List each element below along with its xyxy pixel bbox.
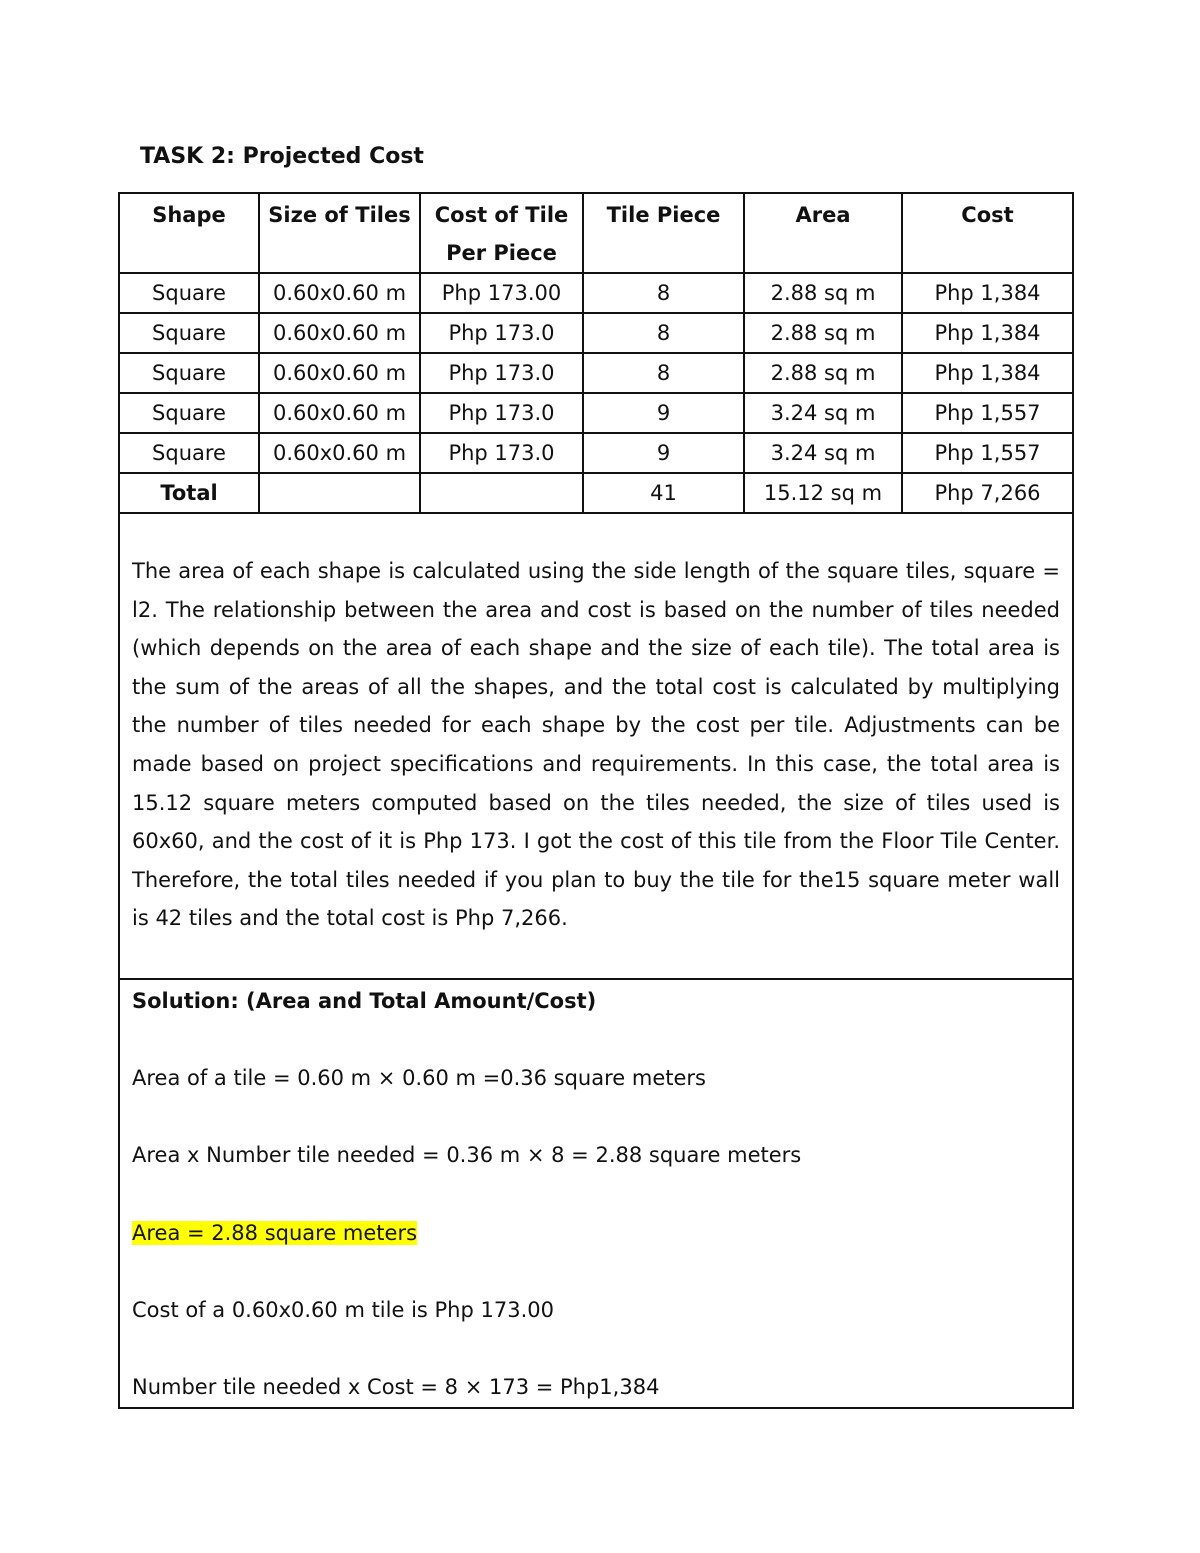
cell-size: 0.60x0.60 m (259, 433, 420, 473)
cell-tile-piece: 9 (583, 393, 744, 433)
cell-cost-per-piece: Php 173.0 (420, 313, 583, 353)
cell-shape: Square (119, 433, 259, 473)
header-shape: Shape (119, 193, 259, 273)
cell-cost: Php 1,384 (902, 353, 1073, 393)
page-title: TASK 2: Projected Cost (140, 144, 424, 169)
explanation-paragraph: The area of each shape is calculated using the side length of the square tiles, square = l2. The relationship between the area and cost is based on the number of tiles needed (which depends on the area of each shape and the size of each tile). The total area is the sum of the areas of all the shapes, and the total cost is calculated by multiplying the number of tiles needed for each shape by the cost per tile. Adjustments can be made based on project specifications and requirements. In this case, the total area is 15.12 square meters computed based on the tiles needed, the size of tiles used is 60x60, and the cost of it is Php 173. I got the cost of this tile from the Floor Tile Center. Therefore, the total tiles needed if you plan to buy the tile for the15 square meter wall is 42 tiles and the total cost is Php 7,266. (132, 559, 1060, 931)
header-tile-piece: Tile Piece (583, 193, 744, 273)
solution-cell (119, 979, 1073, 1408)
cell-area: 3.24 sq m (744, 393, 902, 433)
blank-line (132, 1175, 1060, 1214)
table-row (119, 353, 1073, 393)
header-area: Area (744, 193, 902, 273)
projected-cost-table (118, 192, 1074, 1409)
area-times-tiles-line: Area x Number tile needed = 0.36 m × 8 = 2.88 square meters (132, 1143, 802, 1168)
header-cost-per-piece: Cost of Tile Per Piece (420, 193, 583, 273)
cell-cost: Php 1,557 (902, 433, 1073, 473)
area-result-line (132, 1214, 1060, 1253)
cell-cost-per-piece: Php 173.00 (420, 273, 583, 313)
cost-total-line: Number tile needed x Cost = 8 × 173 = Php1,384 (132, 1374, 660, 1399)
cell-tile-piece: 9 (583, 433, 744, 473)
table-header-row (119, 193, 1073, 273)
cost-of-tile-line: Cost of a 0.60x0.60 m tile is Php 173.00 (132, 1297, 554, 1322)
cell-tile-piece: 8 (583, 313, 744, 353)
solution-row (119, 979, 1073, 1408)
solution-title: Solution: (Area and Total Amount/Cost) (132, 989, 597, 1013)
cell-size: 0.60x0.60 m (259, 393, 420, 433)
header-size-of-tiles: Size of Tiles (259, 193, 420, 273)
area-of-tile-line: Area of a tile = 0.60 m × 0.60 m =0.36 square meters (132, 1066, 706, 1091)
header-cost: Cost (902, 193, 1073, 273)
cell-size: 0.60x0.60 m (259, 273, 420, 313)
cell-size: 0.60x0.60 m (259, 313, 420, 353)
explanation-cell (119, 513, 1073, 979)
cell-area: 2.88 sq m (744, 353, 902, 393)
cell-shape: Square (119, 393, 259, 433)
cell-cost: Php 1,384 (902, 273, 1073, 313)
cell-tile-piece: 8 (583, 273, 744, 313)
cell-tile-piece: 8 (583, 353, 744, 393)
cell-area: 2.88 sq m (744, 313, 902, 353)
total-cost-per-piece (420, 473, 583, 513)
total-size (259, 473, 420, 513)
cell-shape: Square (119, 273, 259, 313)
cell-size: 0.60x0.60 m (259, 353, 420, 393)
total-tile-piece: 41 (583, 473, 744, 513)
cell-cost-per-piece: Php 173.0 (420, 433, 583, 473)
blank-line (132, 1098, 1060, 1137)
highlighted-area-result: Area = 2.88 square meters (132, 1220, 418, 1245)
cell-cost-per-piece: Php 173.0 (420, 393, 583, 433)
cell-cost: Php 1,557 (902, 393, 1073, 433)
total-label: Total (119, 473, 259, 513)
cell-area: 2.88 sq m (744, 273, 902, 313)
table-row (119, 393, 1073, 433)
blank-line (132, 1329, 1060, 1368)
table-total-row (119, 473, 1073, 513)
cell-area: 3.24 sq m (744, 433, 902, 473)
cell-cost-per-piece: Php 173.0 (420, 353, 583, 393)
cell-shape: Square (119, 353, 259, 393)
table-row (119, 433, 1073, 473)
blank-line (132, 1021, 1060, 1060)
table-row (119, 313, 1073, 353)
cell-shape: Square (119, 313, 259, 353)
cell-cost: Php 1,384 (902, 313, 1073, 353)
table-row (119, 273, 1073, 313)
explanation-row (119, 513, 1073, 979)
total-area: 15.12 sq m (744, 473, 902, 513)
blank-line (132, 1252, 1060, 1291)
total-cost: Php 7,266 (902, 473, 1073, 513)
